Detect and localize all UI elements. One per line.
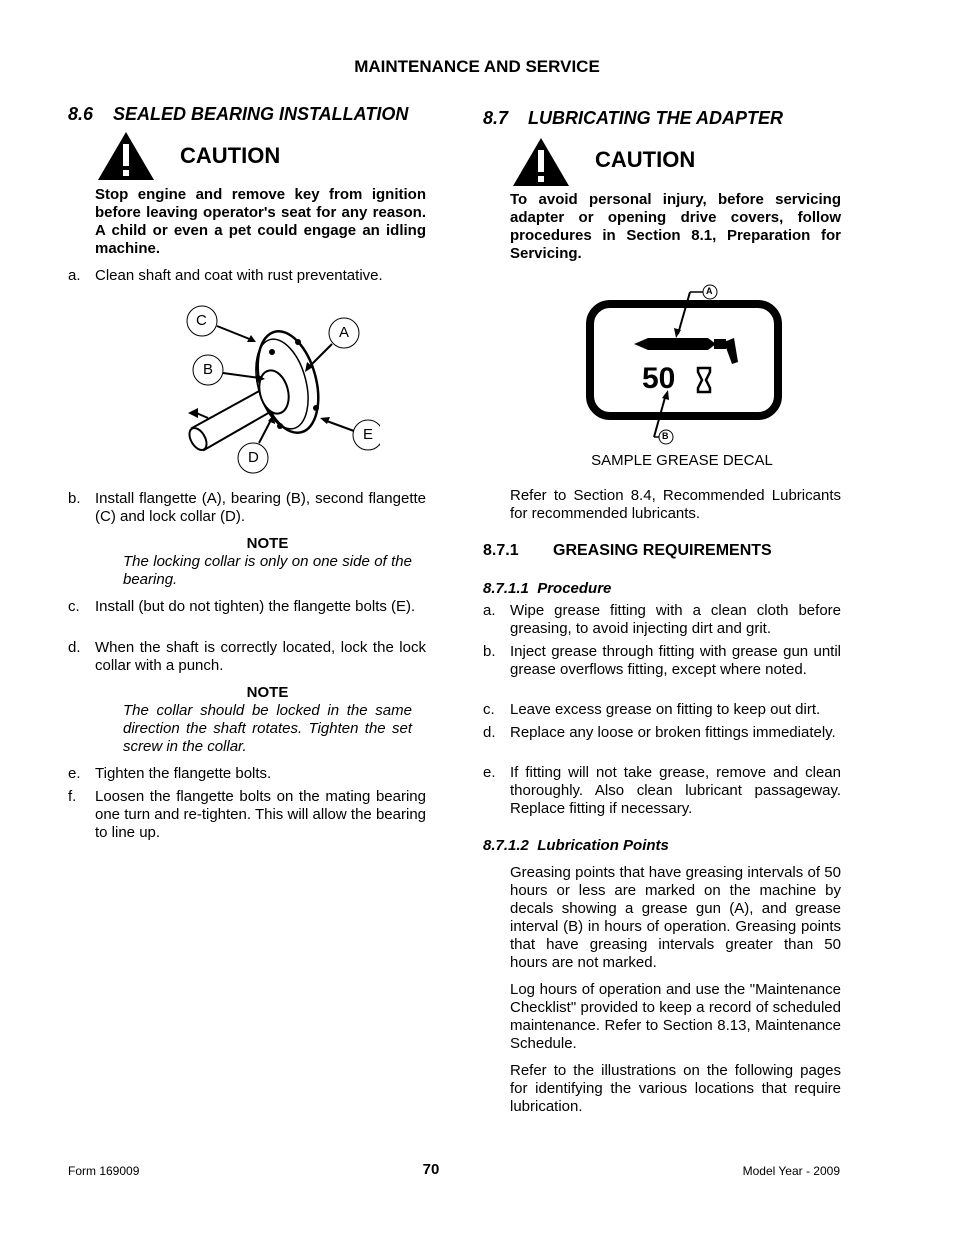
- callout-a: A: [339, 324, 350, 341]
- decal-hours: 50: [642, 362, 676, 395]
- section-number-8-6: 8.6: [68, 104, 94, 124]
- note-heading: NOTE: [246, 684, 289, 701]
- lube-paragraph: Refer to the illustrations on the following pages for identifying the various locations that require lubrication.: [510, 1062, 841, 1115]
- decal-callout-b: B: [662, 431, 669, 441]
- footer-model: Model Year - 2009: [742, 1164, 840, 1178]
- note-text: The collar should be locked in the same direction the shaft rotates. Tighten the set screw in the collar.: [123, 702, 412, 755]
- warning-icon: [96, 130, 156, 182]
- page-number: 70: [422, 1161, 440, 1178]
- subsection-number: 8.7.1: [483, 542, 519, 559]
- lube-paragraph: Log hours of operation and use the "Maintenance Checklist" provided to keep a record of scheduled maintenance. Refer to Section 8.13, Maintenance Schedule.: [510, 981, 841, 1052]
- callout-b: B: [203, 361, 214, 378]
- bearing-figure: [180, 300, 380, 480]
- callout-c: C: [196, 312, 207, 329]
- warning-icon: [511, 136, 571, 188]
- decal-caption: SAMPLE GREASE DECAL: [591, 452, 773, 469]
- footer-form: Form 169009: [68, 1164, 140, 1178]
- page-header: MAINTENANCE AND SERVICE: [354, 57, 600, 76]
- section-number-8-7: 8.7: [483, 108, 509, 128]
- procedure-heading: 8.7.1.1 Procedure: [483, 580, 612, 597]
- note-heading: NOTE: [246, 535, 289, 552]
- refer-text: Refer to Section 8.4, Recommended Lubricants for recommended lubricants.: [510, 487, 841, 522]
- caution-title-left: CAUTION: [180, 143, 281, 168]
- caution-text-right: To avoid personal injury, before servicing adapter or opening drive covers, follow procedures in Section 8.1, Preparation for Servicing.: [510, 191, 841, 262]
- section-title-8-6: SEALED BEARING INSTALLATION: [113, 104, 409, 124]
- grease-decal-figure: [586, 282, 786, 447]
- callout-e: E: [363, 426, 374, 443]
- note-text: The locking collar is only on one side of the bearing.: [123, 553, 412, 588]
- section-title-8-7: LUBRICATING THE ADAPTER: [528, 108, 783, 128]
- caution-title-right: CAUTION: [595, 147, 696, 172]
- decal-callout-a: A: [706, 286, 713, 296]
- lube-paragraph: Greasing points that have greasing intervals of 50 hours or less are marked on the machine by decals showing a grease gun (A), and grease interval (B) in hours of operation. Greasing points that have greasing intervals greater than 50 hours are not marked.: [510, 864, 841, 971]
- callout-d: D: [248, 449, 259, 466]
- lubrication-heading: 8.7.1.2 Lubrication Points: [483, 837, 669, 854]
- caution-text-left: Stop engine and remove key from ignition before leaving operator's seat for any reason. A child or even a pet could engage an idling machine.: [95, 186, 426, 257]
- subsection-title: GREASING REQUIREMENTS: [553, 542, 772, 559]
